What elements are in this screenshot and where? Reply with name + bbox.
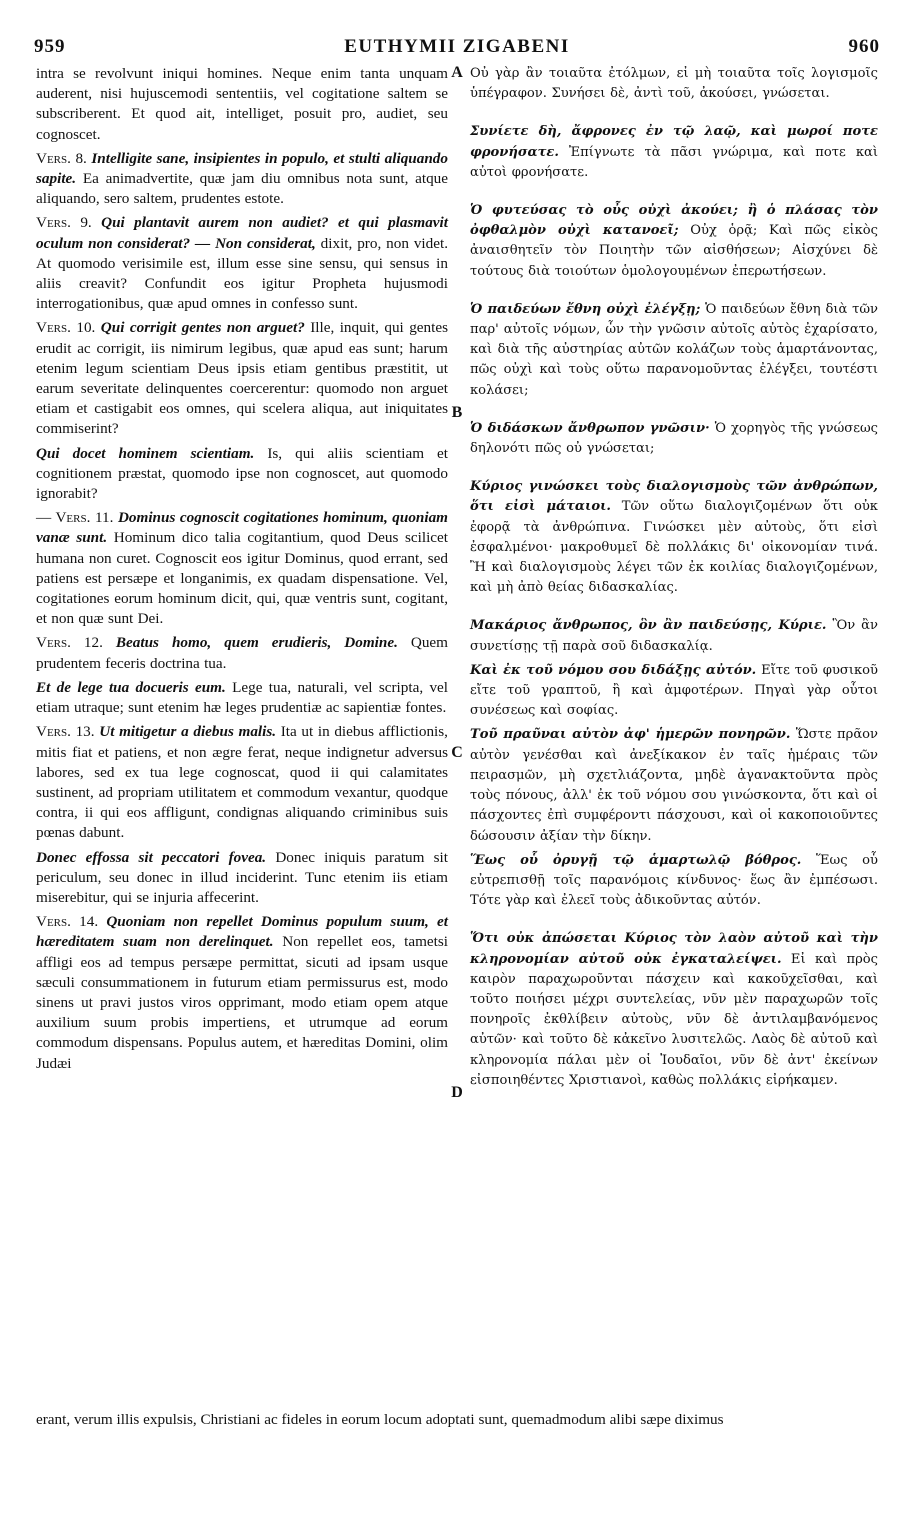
latin-lemma: Qui docet hominem scientiam. — [36, 444, 255, 462]
latin-lemma: Donec effossa sit peccatori fovea. — [36, 848, 267, 866]
greek-paragraph — [470, 300, 878, 401]
greek-paragraph — [470, 419, 878, 459]
verse-number: Vers. 13. — [36, 723, 95, 741]
latin-text: Ille, inquit, qui gentes erudit ac corrigit, iis nimirum legibus, quæ apud eas sunt; harum etenim legum scientiam Deus ipsis etiam gentibus præstitit, ut earum severitate delinquentes coercerentur: quomodo non arguet etiam et castigabit eos omnes, qui scelera aliqua, aut iniquitates commiserint? — [36, 319, 449, 438]
greek-paragraph — [470, 201, 878, 282]
greek-lemma: Τοῦ πραῦναι αὐτὸν ἀφ' ἡμερῶν πονηρῶν. — [470, 727, 791, 743]
latin-lemma: Qui plantavit aurem non audiet? et qui plasmavit oculum non considerat? — Non considerat, — [36, 214, 448, 252]
latin-paragraph — [36, 318, 448, 439]
greek-column — [470, 64, 878, 1091]
verse-number: Vers. 8. — [36, 149, 87, 167]
latin-paragraph — [36, 633, 448, 673]
greek-lemma: Καὶ ἐκ τοῦ νόμου σου διδάξῃς αὐτόν. — [470, 662, 757, 678]
margin-letter-a: A — [451, 64, 463, 81]
greek-lemma: Συνίετε δὴ, ἄφρονες ἐν τῷ λαῷ, καὶ μωροί ποτε φρονήσατε. — [470, 124, 878, 160]
latin-text: intra se revolvunt iniqui homines. Neque enim tanta unquam auderent, nisi hujuscemodi sententiis, vel cogitatione saltem se subscriberent. Et quod ait, intelliget, posuit pro, audiet, seu cognoscet. — [36, 65, 448, 143]
latin-lemma: Intelligite sane, insipientes in populo, et stulti aliquando sapite. — [36, 149, 448, 188]
latin-paragraph — [36, 149, 448, 210]
greek-paragraph — [470, 929, 878, 1091]
greek-lemma: Ὁ παιδεύων ἔθνη οὐχὶ ἐλέγξῃ; — [470, 301, 701, 317]
latin-text: Ita ut in diebus afflictionis, mitis fiat et patiens, et non ægre ferat, neque indignetur adversus labores, sed ex tua lege cognoscat, quod ii qui calamitates sustinent, ad propriam utilitatem et commodum vexantur, quodque contra, ii qui eos affligunt, condignas aliquando criminibus suis pœnas dabunt. — [36, 723, 448, 842]
greek-paragraph — [470, 64, 878, 104]
greek-text: Εἴτε τοῦ φυσικοῦ εἴτε τοῦ γραπτοῦ, ἢ καὶ ἀμφοτέρων. Πηγαὶ γὰρ οὗτοι συνέσεως καὶ σοφίας. — [470, 662, 878, 719]
margin-letter-b: B — [451, 404, 463, 421]
page-header — [34, 36, 880, 60]
greek-text: Ἐπίγνωτε τὰ πᾶσι γνώριμα, καὶ ποτε καὶ αὐτοὶ φρονήσατε. — [470, 144, 878, 180]
greek-paragraph — [470, 122, 878, 183]
latin-paragraph — [36, 848, 448, 909]
latin-paragraph — [36, 64, 448, 145]
greek-lemma: Μακάριος ἄνθρωπος, ὃν ἂν παιδεύσῃς, Κύριε. — [470, 618, 827, 634]
latin-column — [36, 64, 448, 1074]
verse-number: Vers. 12. — [36, 634, 103, 652]
greek-lemma: Ἕως οὗ ὀρυγῇ τῷ ἁμαρτωλῷ βόθρος. — [470, 852, 802, 868]
verse-number: Vers. 9. — [36, 214, 92, 232]
latin-lemma: Et de lege tua docueris eum. — [36, 678, 226, 696]
margin-letter-c: C — [451, 744, 463, 761]
greek-paragraph — [470, 851, 878, 912]
latin-paragraph — [36, 444, 448, 505]
latin-paragraph — [36, 213, 448, 314]
latin-paragraph — [36, 508, 448, 629]
latin-text: Is, qui aliis scientiam et cognitionem præstat, quomodo ipse non cognoscet, aut quomodo ignorabit? — [36, 444, 448, 503]
latin-text: Donec iniquis paratum sit periculum, seu donec in illud inciderint. Tunc etenim iis etiam miserebitur, qui se injuria affecerint. — [36, 848, 449, 906]
latin-lemma: Ut mitigetur a diebus malis. — [99, 723, 277, 741]
greek-text: Ὃν ἂν συνετίσῃς τῇ παρὰ σοῦ διδασκαλίᾳ. — [470, 618, 878, 654]
latin-paragraph — [36, 912, 448, 1074]
greek-text: Οὐχ ὁρᾷ; Καὶ πῶς εἰκὸς ἀναισθητεῖν τὸν Ποιητὴν τῶν αἰσθήσεων; Αἰσχύνει δὲ τούτους διὰ τοιούτων ὁμολογουμένων ἐπερωτήσεων. — [470, 223, 878, 279]
latin-continuation-full-width: erant, verum illis expulsis, Christiani ac fideles in eorum locum adoptati sunt, quemadmodum alibi sæpe diximus — [36, 1411, 724, 1428]
greek-text: Ὁ χορηγὸς τῆς γνώσεως δηλονότι πῶς οὐ γνώσεται; — [470, 420, 878, 457]
greek-lemma: Ὅτι οὐκ ἀπώσεται Κύριος τὸν λαὸν αὐτοῦ καὶ τὴν κληρονομίαν αὐτοῦ οὐκ ἐγκαταλείψει. — [470, 931, 878, 967]
greek-lemma: Κύριος γινώσκει τοὺς διαλογισμοὺς τῶν ἀνθρώπων, ὅτι εἰσὶ μάταιοι. — [470, 479, 878, 515]
greek-paragraph — [470, 477, 878, 598]
latin-text: Lege tua, naturali, vel scripta, vel etiam utraque; sunt etenim hæ leges prudentiæ ac sapientiæ fontes. — [36, 678, 448, 717]
verse-number: Vers. 10. — [36, 319, 96, 337]
latin-lemma: Beatus homo, quem erudieris, Domine. — [115, 634, 398, 652]
latin-text: Quem prudentem feceris doctrina tua. — [36, 634, 448, 672]
latin-lemma: Dominus cognoscit cogitationes hominum, quoniam vanæ sunt. — [36, 509, 449, 547]
latin-paragraph — [36, 678, 448, 718]
greek-text: Εἰ καὶ πρὸς καιρὸν παραχωροῦνται πάσχειν καὶ κακοῦχεῖσθαι, καὶ τοῦτο ποιήσει μέχρι συντελείας, νῦν μὲν παραχωρῶν τοῖς πονηροῖς ἐκθλίβειν αὐτοὺς, νῦν δὲ ἀντιλαμβανόμενος αὐτῶν· καὶ τοῦτο δὲ κἀκεῖνο λυσιτελῶς. Λαὸς δὲ αὐτοῦ καὶ κληρονομία πάλαι μὲν οἱ Ἰουδαῖοι, νῦν δὲ ἀντ' ἐκείνων εἰσποιηθέντες Χριστιανοὶ, καθὼς πολλάκις εἰρήκαμεν. — [470, 951, 878, 1088]
verse-number: Vers. 14. — [36, 913, 99, 931]
greek-paragraph — [470, 661, 878, 722]
greek-text: Οὐ γὰρ ἂν τοιαῦτα ἐτόλμων, εἰ μὴ τοιαῦτα τοῖς λογισμοῖς ὑπέγραφον. Συνήσει δὲ, ἀντὶ τοῦ, ἀκούσει, γνώσεται. — [470, 66, 878, 102]
latin-text: dixit, pro, non videt. At quomodo verisimile est, illum esse sine sensu, qui sensus in aliis creavit? Confundit eos igitur Propheta hujusmodi interrogationibus, quæ apud omnes in confesso sunt. — [36, 234, 448, 313]
margin-letter-d: D — [451, 1084, 463, 1101]
page-number-left: 959 — [34, 36, 66, 57]
page-number-right: 960 — [848, 36, 880, 57]
greek-text: Ἕως οὗ εὐτρεπισθῇ τοῖς παρανόμοις κίνδυνος· ἕως ἂν ἐμπέσωσι. Τότε γὰρ καὶ ἐλεεῖ τοὺς ἀδικοῦντας αὐτόν. — [470, 852, 878, 909]
greek-text: Ὁ παιδεύων ἔθνη διὰ τῶν παρ' αὐτοῖς νόμων, ὧν τὴν γνῶσιν αὐτοῖς αὐτὸς ἐχαρίσατο, καὶ διὰ τῆς αὐστηρίας αὐτῶν κολάζων τοὺς ἁμαρτάνοντας, πῶς οὐχὶ καὶ τοὺς οὕτω παρανομοῦντας ἐλέγξει, τουτέστι κολάσει; — [470, 301, 878, 398]
greek-text: Ὥστε πρᾶον αὐτὸν γενέσθαι καὶ ἀνεξίκακον ἐν ταῖς ἡμέραις τῶν πειρασμῶν, μὴ σχετλιάζοντα, μηδὲ ἀγανακτοῦντα πρὸς τοὺς πόνους, ἀλλ' ἐκ τοῦ νόμου σου γινώσκοντα, ὅτι καὶ οἱ πάσχοντες ἐπὶ συμφέροντι πάσχουσι, καὶ οἱ κακοποιοῦντες δώσουσιν ἀξίαν τὴν δίκην. — [470, 727, 879, 844]
latin-paragraph — [36, 722, 448, 843]
running-title: EUTHYMII ZIGABENI — [344, 36, 570, 57]
latin-lemma: Qui corrigit gentes non arguet? — [100, 319, 305, 337]
greek-paragraph — [470, 616, 878, 656]
verse-number: — Vers. 11. — [36, 509, 114, 527]
greek-lemma: Ὁ φυτεύσας τὸ οὖς οὐχὶ ἀκούει; ἢ ὁ πλάσας τὸν ὀφθαλμὸν οὐχὶ κατανοεῖ; — [470, 203, 878, 239]
greek-text: Τῶν οὕτω διαλογιζομένων ὅτι οὐκ ἐφορᾷ τὰ ἀνθρώπινα. Γινώσκει μὲν αὐτοὺς, ὅτι εἰσὶ ἐσφαλμένοι· μακροθυμεῖ δὲ πολλάκις δι' οἰκονομίαν τινά. Ἢ καὶ διαλογισμοὺς λέγει τῶν ἐκ κοιλίας διαλογιζομένων, καὶ μὴ ἀπὸ θείας διδασκαλίας. — [470, 499, 878, 596]
greek-lemma: Ὁ διδάσκων ἄνθρωπον γνῶσιν· — [470, 420, 710, 436]
greek-paragraph — [470, 725, 878, 846]
latin-lemma: Quoniam non repellet Dominus populum suum, et hæreditatem suam non derelinquet. — [36, 913, 448, 951]
latin-text: Ea animadvertite, quæ jam diu omnibus nota sunt, atque aliquando, sero saltem, prudentes estote. — [36, 170, 449, 208]
latin-text: Non repellet eos, tametsi affligi eos ad tempus persæpe permittat, sicuti ad ipsam usque sæculi consummationem in futurum etiam permissurus est, modo sinens ut pravi justos viros opprimant, modo etiam opem atque auxilium suum probis impertiens, et utrumque ad eorum commodum dispensans. Populus autem, et hæreditas Domini, olim Judæi — [36, 933, 448, 1072]
latin-text: Hominum dico talia cogitantium, quod Deus scilicet humana non curet. Cognoscit eos igitur Dominus, quod errant, sed patiens est persæpe et longanimis, ex quadam dispensatione. Vel, cogitationes eorum hominum dicit, qui, quæ ventris sunt, cogitant, et non quæ sunt Dei. — [36, 529, 448, 628]
